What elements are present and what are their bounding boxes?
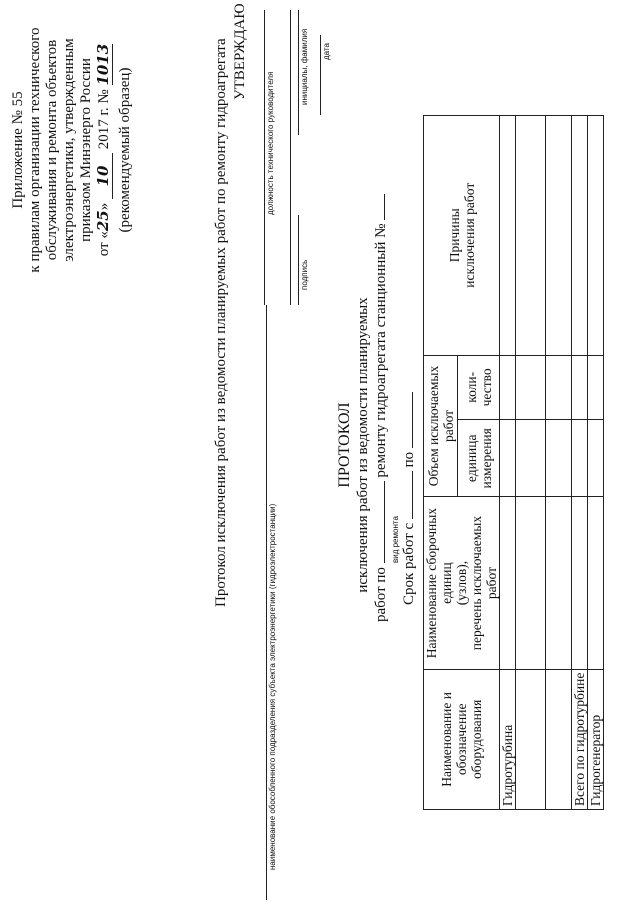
- protocol-line-2: работ по ремонту гидроагрегата станционный №: [373, 194, 390, 622]
- name-caption: инициалы, фамилия: [300, 28, 309, 105]
- recommended-note: (рекомендуемый образец): [117, 67, 133, 233]
- protocol-title: ПРОТОКОЛ: [336, 402, 353, 488]
- date-caption: дата: [322, 43, 331, 60]
- approve-title: УТВЕРЖДАЮ: [232, 3, 248, 100]
- position-line-2: [290, 10, 291, 305]
- header-assembly-units: Наименование сборочных единиц (узлов), перечень исключаемых работ: [424, 497, 500, 669]
- appendix-line-3: электроэнергетики, утвержденным: [61, 38, 77, 262]
- header-volume: Объем исключаемых работ: [424, 355, 458, 497]
- date-line: [320, 35, 321, 115]
- appendix-number: Приложение № 55: [10, 91, 26, 209]
- doc-title: Протокол исключения работ из ведомости планируемых работ по ремонту гидроагрегата: [213, 38, 229, 607]
- position-line: [264, 10, 265, 305]
- repair-type-caption: вид ремонта: [391, 516, 400, 563]
- date-day: 25: [94, 210, 112, 232]
- name-line: [298, 10, 299, 135]
- signature-caption: подпись: [300, 259, 309, 290]
- header-equipment: Наименование и обозначение оборудования: [424, 669, 500, 809]
- table-header-row-1: [424, 116, 458, 810]
- table-row: [546, 116, 572, 810]
- period-to-blank: [412, 392, 413, 448]
- date-month: 10: [95, 153, 113, 199]
- appendix-block: [10, 5, 134, 295]
- appendix-line-2: обслуживания и ремонта объектов: [44, 39, 60, 261]
- row-label: [516, 669, 546, 809]
- appendix-line-1: к правилам организации технического: [27, 27, 43, 273]
- table-row: [588, 116, 604, 810]
- table-row: [500, 116, 516, 810]
- header-reasons: Причины исключения работ: [424, 116, 500, 356]
- table-row: [572, 116, 588, 810]
- position-caption: должность технического руководителя: [266, 71, 275, 215]
- header-unit: единица измерения: [458, 420, 500, 497]
- row-label: Гидротурбина: [500, 669, 516, 809]
- station-number-blank: [384, 194, 385, 220]
- period-from-blank: [412, 471, 413, 519]
- protocol-period: Срок работ с по: [401, 392, 418, 605]
- row-label: Всего по гидротурбине: [572, 669, 588, 809]
- subdivision-line: [266, 305, 267, 900]
- appendix-line-4: приказом Минэнерго России: [78, 58, 94, 242]
- protocol-line-1: исключения работ из ведомости планируемых: [355, 297, 371, 593]
- appendix-date: от «25» 10 2017 г. № 1013: [94, 43, 112, 257]
- repair-type-blank: [384, 481, 385, 563]
- signature-line: [298, 215, 299, 305]
- row-label: [546, 669, 572, 809]
- header-quantity: коли- чество: [458, 355, 500, 420]
- table-row: [516, 116, 546, 810]
- row-label: Гидрогенератор: [588, 669, 604, 809]
- subdivision-caption: наименование обособленного подразделения субъекта электроэнергетики (гидроэлектростанции): [268, 503, 277, 870]
- exclusion-table: [423, 115, 604, 810]
- date-number: 1013: [94, 43, 112, 86]
